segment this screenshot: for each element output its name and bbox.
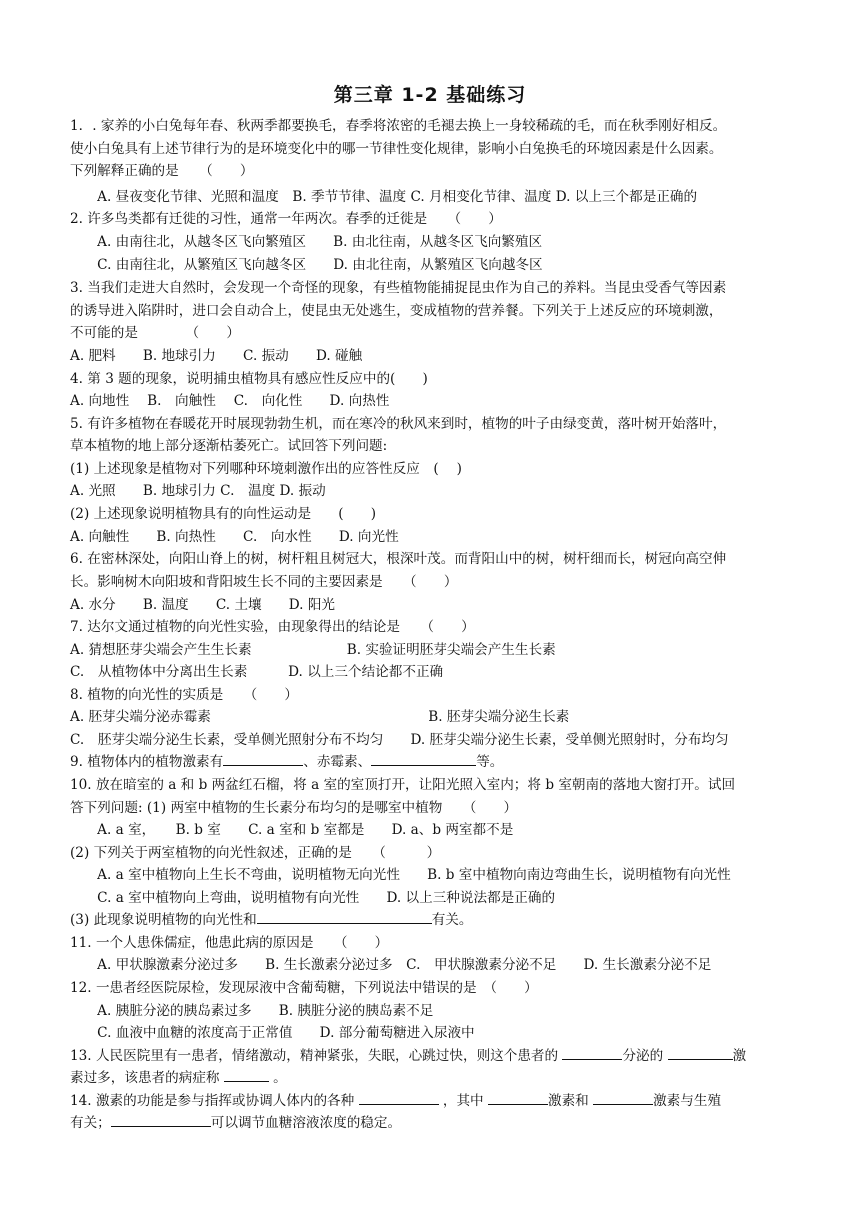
- q2-stem: 2. 许多鸟类都有迁徙的习性，通常一年两次。春季的迁徙是 （ ）: [70, 211, 502, 227]
- q12-stem: 12. 一患者经医院尿检，发现尿液中含葡萄糖，下列说法中错误的是 （ ）: [70, 980, 538, 996]
- q10-sub3-text-b: 有关。: [431, 912, 473, 928]
- q2-options-ab: A. 由南往北，从越冬区飞向繁殖区 B. 由北往南，从越冬区飞向繁殖区: [70, 234, 543, 250]
- q2-options-cd: C. 由南往北，从繁殖区飞向越冬区 D. 由北往南，从繁殖区飞向越冬区: [70, 257, 543, 273]
- q3-line-2: 的诱导进入陷阱时，进口会自动合上，使昆虫无处逃生，变成植物的营养餐。下列关于上述反应的环境刺激，: [70, 303, 723, 319]
- q14-text-e: 有关；: [70, 1115, 111, 1131]
- q13-text-c: 激: [732, 1048, 747, 1064]
- q5-sub2-options: A. 向触性 B. 向热性 C. 向水性 D. 向光性: [70, 529, 399, 545]
- q10-sub2-options-ab: A. a 室中植物向上生长不弯曲，说明植物无向光性 B. b 室中植物向南边弯曲生长，说明植物有向光性: [70, 867, 731, 883]
- q4-options: A. 向地性 B. 向触性 C. 向化性 D. 向热性: [70, 393, 390, 409]
- q6-line-2: 长。影响树木向阳坡和背阳坡生长不同的主要因素是 （ ）: [70, 574, 458, 590]
- q9-text-c: 等。: [476, 754, 504, 770]
- q13-text-a: 13. 人民医院里有一患者，情绪激动，精神紧张，失眠，心跳过快，则这个患者的: [70, 1048, 563, 1064]
- q5-sub2: (2) 上述现象说明植物具有的向性运动是 ( ): [70, 506, 377, 522]
- q1-line-1: 1．. 家养的小白兔每年春、秋两季都要换毛，春季将浓密的毛褪去换上一身较稀疏的毛，而在秋季刚好相反。: [70, 118, 727, 134]
- q1-line-3: 下列解释正确的是 （ ）: [70, 163, 254, 179]
- q14-blank-3[interactable]: [593, 1092, 653, 1105]
- q9-line: [70, 753, 800, 771]
- page-title: 第三章 1-2 基础练习: [333, 84, 527, 106]
- q8-stem: 8. 植物的向光性的实质是 （ ）: [70, 687, 298, 703]
- q6-options: A. 水分 B. 温度 C. 土壤 D. 阳光: [70, 597, 336, 613]
- q14-text-f: 可以调节血糖溶液浓度的稳定。: [210, 1115, 402, 1131]
- q13-text-d: 素过多，该患者的病症称: [70, 1070, 224, 1086]
- q5-sub1: (1) 上述现象是植物对下列哪种环境刺激作出的应答性反应 ( ): [70, 461, 462, 477]
- q12-options-ab: A. 胰脏分泌的胰岛素过多 B. 胰脏分泌的胰岛素不足: [70, 1003, 434, 1019]
- q12-options-cd: C. 血液中血糖的浓度高于正常值 D. 部分葡萄糖进入尿液中: [70, 1025, 475, 1041]
- q10-line-2: 答下列问题: (1) 两室中植物的生长素分布均匀的是哪室中植物 （ ）: [70, 800, 518, 816]
- q1-line-2: 使小白兔具有上述节律行为的是环境变化中的哪一节律性变化规律，影响小白兔换毛的环境因素是什么因素。: [70, 141, 723, 157]
- q7-options-ab: A. 猜想胚芽尖端会产生生长素 B. 实验证明胚芽尖端会产生生长素: [70, 642, 556, 658]
- q14-text-a: 14. 激素的功能是参与指挥或协调人体内的各种: [70, 1093, 359, 1109]
- q9-text-a: 9. 植物体内的植物激素有: [70, 754, 224, 770]
- q7-options-cd: C. 从植物体中分离出生长素 D. 以上三个结论都不正确: [70, 664, 444, 680]
- q1-options: A. 昼夜变化节律、光照和温度 B. 季节节律、温度 C. 月相变化节律、温度 D. 以上三个都是正确的: [70, 189, 698, 205]
- q8-options-cd: C. 胚芽尖端分泌生长素，受单侧光照射分布不均匀 D. 胚芽尖端分泌生长素，受单侧光照射时，分布均匀: [70, 732, 729, 748]
- q13-text-e: 。: [268, 1070, 287, 1086]
- q9-blank-1[interactable]: [223, 753, 303, 766]
- q14-line-2: [70, 1114, 800, 1132]
- q9-blank-2[interactable]: [371, 753, 476, 766]
- q13-line-2: [70, 1069, 800, 1087]
- q5-line-2: 草本植物的地上部分逐渐枯萎死亡。试回答下列问题:: [70, 438, 388, 454]
- q5-line-1: 5. 有许多植物在春暖花开时展现勃勃生机，而在寒冷的秋风来到时，植物的叶子由绿变黄，落叶树开始落叶，: [70, 416, 727, 432]
- q3-line-1: 3. 当我们走进大自然时，会发现一个奇怪的现象，有些植物能捕捉昆虫作为自己的养料。当昆虫受香气等因素: [70, 280, 727, 296]
- q10-sub3: [70, 911, 800, 929]
- q3-line-3: 不可能的是 （ ）: [70, 325, 240, 341]
- q10-sub1-options: A. a 室， B. b 室 C. a 室和 b 室都是 D. a、b 两室都不是: [70, 822, 514, 838]
- q13-blank-3[interactable]: [224, 1069, 269, 1082]
- q11-options: A. 甲状腺激素分泌过多 B. 生长激素分泌过多 C. 甲状腺激素分泌不足 D. 生长激素分泌不足: [70, 957, 712, 973]
- q14-blank-4[interactable]: [111, 1114, 211, 1127]
- q6-line-1: 6. 在密林深处，向阳山脊上的树，树杆粗且树冠大，根深叶茂。而背阳山中的树，树杆细而长，树冠向高空伸: [70, 551, 727, 567]
- q14-text-c: 激素和: [547, 1093, 594, 1109]
- q10-sub3-blank[interactable]: [257, 911, 432, 924]
- q14-text-b: ，其中: [438, 1093, 488, 1109]
- q14-line-1: [70, 1092, 800, 1110]
- q10-sub3-text-a: (3) 此现象说明植物的向光性和: [70, 912, 257, 928]
- q14-blank-1[interactable]: [359, 1092, 439, 1105]
- q3-options: A. 肥料 B. 地球引力 C. 振动 D. 碰触: [70, 348, 363, 364]
- q14-text-d: 激素与生殖: [653, 1093, 722, 1109]
- q9-text-b: 、赤霉素、: [303, 754, 372, 770]
- q13-text-b: 分泌的: [622, 1048, 668, 1064]
- q13-line-1: [70, 1047, 800, 1065]
- q10-sub2: (2) 下列关于两室植物的向光性叙述，正确的是 （ ）: [70, 845, 441, 861]
- q8-options-ab: A. 胚芽尖端分泌赤霉素 B. 胚芽尖端分泌生长素: [70, 709, 570, 725]
- q10-line-1: 10. 放在暗室的 a 和 b 两盆红石榴，将 a 室的室顶打开，让阳光照入室内；将 b 室朝南的落地大窗打开。试回: [70, 777, 736, 793]
- q5-sub1-options: A. 光照 B. 地球引力 C. 温度 D. 振动: [70, 483, 326, 499]
- q13-blank-1[interactable]: [562, 1047, 622, 1060]
- q13-blank-2[interactable]: [668, 1047, 733, 1060]
- q14-blank-2[interactable]: [488, 1092, 548, 1105]
- q4-stem: 4. 第 3 题的现象，说明捕虫植物具有感应性反应中的( ): [70, 371, 428, 387]
- q10-sub2-options-cd: C. a 室中植物向上弯曲，说明植物有向光性 D. 以上三种说法都是正确的: [70, 890, 556, 906]
- q7-stem: 7. 达尔文通过植物的向光性实验，由现象得出的结论是 （ ）: [70, 619, 475, 635]
- q11-stem: 11. 一个人患侏儒症，他患此病的原因是 （ ）: [70, 935, 389, 951]
